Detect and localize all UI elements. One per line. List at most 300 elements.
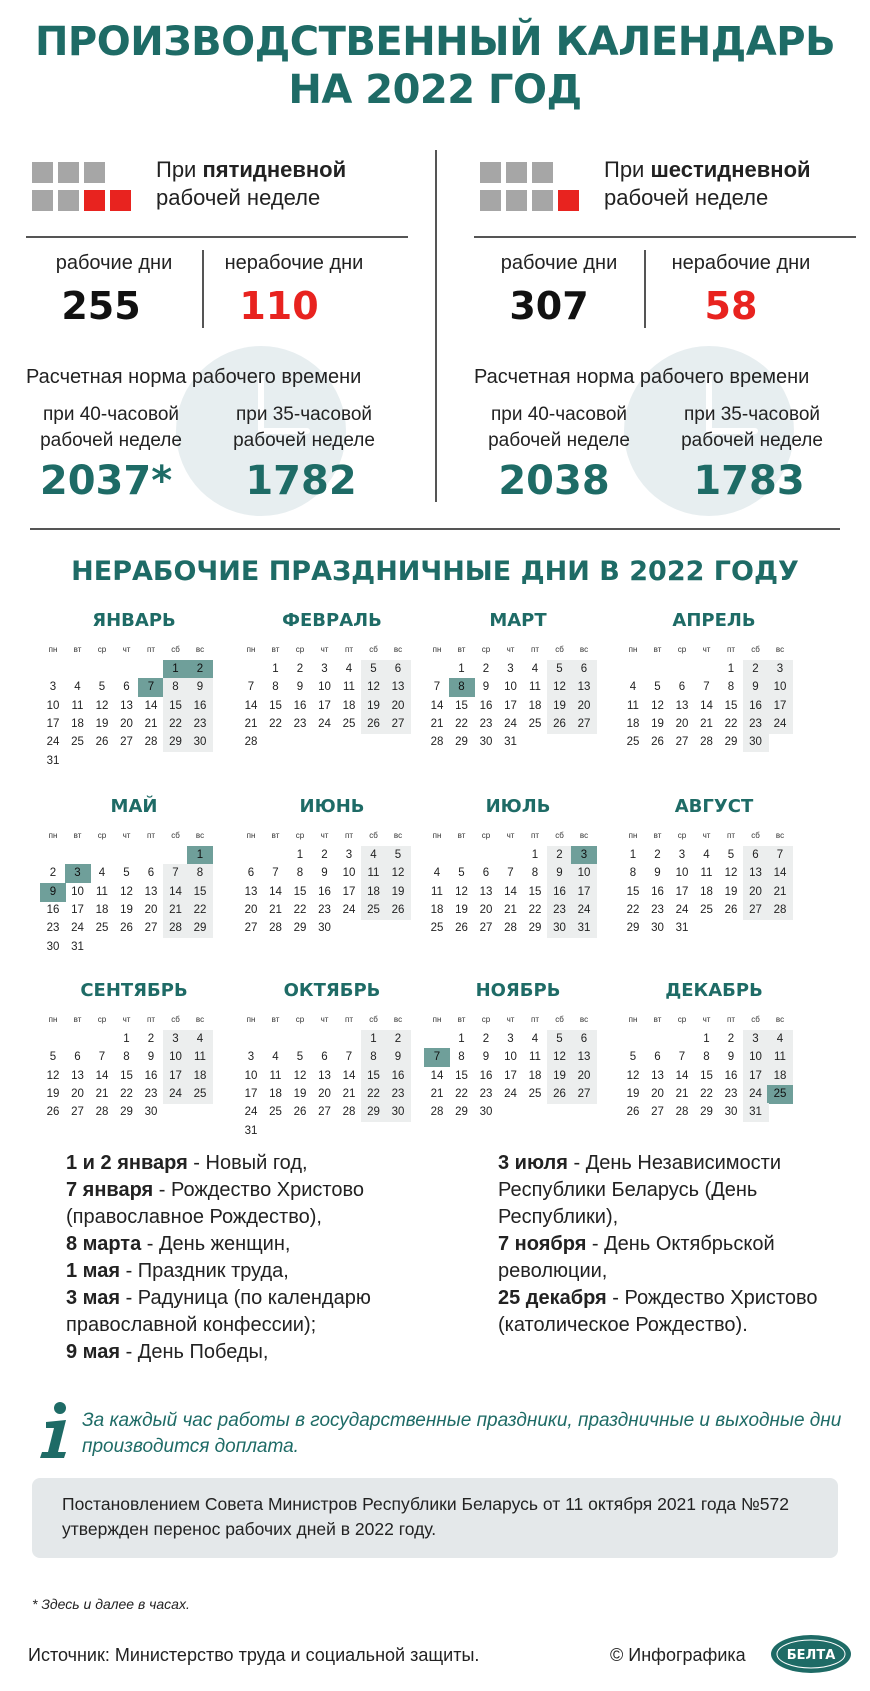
h40-label: при 40-часовой рабочей неделе xyxy=(40,404,182,451)
weekday-label: пн xyxy=(628,1015,638,1024)
calendar-day: 28 xyxy=(430,736,444,749)
calendar-day: 1 xyxy=(531,849,539,861)
calendar-day: 18 xyxy=(342,699,356,712)
calendar-day: 22 xyxy=(293,903,307,916)
calendar-day: 21 xyxy=(767,883,793,902)
calendar-day: 30 xyxy=(46,940,60,953)
calendar-day: 12 xyxy=(547,678,573,697)
weekday-label: сб xyxy=(171,1015,180,1024)
calendar-day: 18 xyxy=(269,1087,282,1100)
h40-label: при 40-часовой рабочей неделе xyxy=(488,404,630,451)
svg-text:БЕЛТА: БЕЛТА xyxy=(786,1648,836,1663)
holiday-day: 3 xyxy=(571,846,597,865)
calendar-day: 18 xyxy=(528,699,542,712)
calendar-day: 2 xyxy=(49,867,57,880)
calendar-day: 15 xyxy=(700,1069,713,1082)
holiday-description: - Рождество Христово (православное Рождество), xyxy=(66,1179,364,1228)
weekday-label: пн xyxy=(628,831,638,840)
calendar-day: 20 xyxy=(120,717,133,730)
calendar-day: 4 xyxy=(98,867,106,880)
calendar-day: 20 xyxy=(743,883,769,902)
calendar-day: 11 xyxy=(361,864,387,883)
calendar-day: 11 xyxy=(700,867,713,880)
calendar-day: 29 xyxy=(455,1106,468,1119)
weekday-label: вс xyxy=(775,1015,785,1024)
calendar-day: 28 xyxy=(504,922,517,935)
calendar-day: 22 xyxy=(626,903,640,916)
calendar-day: 7 xyxy=(345,1051,353,1064)
calendar-day: 29 xyxy=(163,733,189,752)
calendar-day: 11 xyxy=(71,699,84,712)
weekday-label: пт xyxy=(345,831,353,840)
calendar-day: 14 xyxy=(269,885,282,898)
calendar-day: 7 xyxy=(433,681,441,694)
weekday-label: чт xyxy=(122,645,131,654)
month-name: ИЮНЬ xyxy=(299,796,365,817)
calendar-day: 27 xyxy=(571,1085,597,1104)
calendar-day: 28 xyxy=(700,736,713,749)
calendar-day: 8 xyxy=(531,867,539,880)
calendar-day: 28 xyxy=(144,736,158,749)
calendar-day: 6 xyxy=(123,681,130,694)
month-name: ИЮЛЬ xyxy=(485,796,551,817)
calendar-day: 21 xyxy=(504,903,517,916)
calendar-day: 4 xyxy=(433,867,441,880)
divider xyxy=(26,236,408,238)
calendar-day: 14 xyxy=(163,883,189,902)
calendar-day: 23 xyxy=(547,901,573,920)
calendar-day: 27 xyxy=(743,901,769,920)
five-day-squares-icon xyxy=(32,162,142,218)
calendar-day: 9 xyxy=(482,681,490,694)
calendar-day: 29 xyxy=(700,1106,713,1119)
weekday-label: сб xyxy=(751,645,760,654)
calendar-day: 16 xyxy=(547,883,573,902)
calendar-day: 29 xyxy=(455,736,468,749)
calendar-day: 20 xyxy=(385,697,411,716)
weekday-label: вт xyxy=(73,645,82,654)
holiday-description: - Новый год, xyxy=(187,1152,308,1174)
calendar-day: 11 xyxy=(529,1051,541,1064)
holiday-item xyxy=(66,1177,426,1231)
calendar-day: 21 xyxy=(700,717,713,730)
calendar-day: 21 xyxy=(163,901,189,920)
calendar-day: 11 xyxy=(529,681,541,694)
weekday-label: вс xyxy=(579,645,589,654)
weekday-label: вт xyxy=(271,831,280,840)
calendar-day: 31 xyxy=(675,922,689,935)
calendar-day: 19 xyxy=(547,697,573,716)
weekday-label: ср xyxy=(295,645,305,654)
calendar-day: 29 xyxy=(626,922,640,935)
calendar-day: 12 xyxy=(361,678,387,697)
calendar-day: 12 xyxy=(626,1069,640,1082)
calendar-day: 17 xyxy=(342,885,356,898)
calendar-day: 16 xyxy=(46,903,60,916)
calendar-day: 13 xyxy=(651,1069,664,1082)
calendar-day: 1 xyxy=(296,849,304,861)
calendar-day: 18 xyxy=(700,885,713,898)
weekday-label: пт xyxy=(727,1015,735,1024)
holiday-day: 1 xyxy=(187,846,213,865)
weekday-label: ср xyxy=(481,831,491,840)
calendar-day: 15 xyxy=(455,699,468,712)
calendar-day: 9 xyxy=(321,867,328,880)
calendar-day: 3 xyxy=(507,663,514,675)
calendar-day: 13 xyxy=(743,864,769,883)
weekday-label: ср xyxy=(97,831,107,840)
calendar-day: 22 xyxy=(120,1087,133,1100)
calendar-day: 1 xyxy=(361,1030,387,1049)
calendar-day: 30 xyxy=(385,1103,411,1122)
calendar-day: 13 xyxy=(318,1069,331,1082)
weekday-label: пн xyxy=(432,645,442,654)
weekday-label: пн xyxy=(246,1015,256,1024)
page-title xyxy=(0,18,870,114)
calendar-day: 1 xyxy=(629,849,637,861)
info-icon xyxy=(36,1400,76,1460)
calendar-day: 11 xyxy=(187,1048,213,1067)
calendar-day: 13 xyxy=(120,699,133,712)
calendar-day: 22 xyxy=(187,901,213,920)
calendar-day: 3 xyxy=(247,1051,255,1064)
weekday-label: чт xyxy=(320,1015,329,1024)
calendar-day: 7 xyxy=(703,681,710,694)
calendar-day: 25 xyxy=(269,1106,282,1119)
weekday-label: вс xyxy=(579,1015,589,1024)
calendar-day: 8 xyxy=(458,1051,465,1064)
six-day-caption: При шестидневной рабочей неделе xyxy=(604,157,811,210)
calendar-day: 4 xyxy=(531,663,539,675)
calendar-day: 26 xyxy=(293,1106,307,1119)
calendar-day: 1 xyxy=(123,1033,130,1045)
calendar-day: 4 xyxy=(361,846,387,865)
calendar-day: 29 xyxy=(120,1106,133,1119)
holiday-date: 1 и 2 января xyxy=(66,1152,188,1174)
calendar-day: 25 xyxy=(187,1085,213,1104)
calendar-day: 20 xyxy=(244,903,258,916)
holiday-date: 3 июля xyxy=(498,1152,568,1174)
holiday-day: 2 xyxy=(187,660,213,679)
calendar-day: 8 xyxy=(187,864,213,883)
calendar-day: 26 xyxy=(95,736,109,749)
calendar-day: 18 xyxy=(767,1067,793,1086)
calendar-day: 24 xyxy=(571,901,597,920)
holiday-date: 7 ноября xyxy=(498,1233,587,1255)
calendar-day: 21 xyxy=(342,1087,356,1100)
month-name: ОКТЯБРЬ xyxy=(283,980,381,1001)
calendar-day: 22 xyxy=(700,1087,713,1100)
calendar-day: 19 xyxy=(385,883,411,902)
nonworking-days-label: нерабочие дни xyxy=(224,252,364,274)
calendar-day: 12 xyxy=(547,1048,573,1067)
weekday-label: пт xyxy=(147,645,155,654)
calendar-day: 5 xyxy=(654,681,661,694)
calendar-day: 10 xyxy=(504,1051,517,1064)
calendar-day: 23 xyxy=(293,717,307,730)
weekday-label: пн xyxy=(432,1015,442,1024)
calendar-day: 19 xyxy=(46,1087,60,1100)
weekday-label: пн xyxy=(246,831,256,840)
calendar-day: 26 xyxy=(547,1085,573,1104)
weekday-label: вт xyxy=(653,645,662,654)
calendar-day: 13 xyxy=(571,678,597,697)
calendar-day: 16 xyxy=(479,1069,493,1082)
calendar-day: 2 xyxy=(321,849,328,861)
calendar-day: 6 xyxy=(571,1030,597,1049)
weekday-label: пт xyxy=(345,1015,353,1024)
calendar-day: 9 xyxy=(187,678,213,697)
calendar-day: 23 xyxy=(46,922,60,935)
weekday-label: сб xyxy=(751,831,760,840)
holiday-date: 25 декабря xyxy=(498,1287,607,1309)
weekday-label: сб xyxy=(555,831,564,840)
calendar-day: 30 xyxy=(651,922,664,935)
calendar-day: 9 xyxy=(147,1051,155,1064)
calendar-day: 4 xyxy=(703,849,710,861)
calendar-day: 4 xyxy=(187,1030,213,1049)
holiday-item xyxy=(66,1258,426,1285)
calendar-day: 20 xyxy=(71,1087,84,1100)
calendar-day: 30 xyxy=(724,1106,738,1119)
calendar-day: 15 xyxy=(293,885,307,898)
five-day-week-panel xyxy=(26,150,426,510)
calendar-day: 2 xyxy=(547,846,573,865)
weekday-label: вт xyxy=(457,645,466,654)
holiday-date: 7 января xyxy=(66,1179,154,1201)
calendar-day: 20 xyxy=(571,697,597,716)
h35-value: 1782 xyxy=(245,458,357,504)
calendar-day: 27 xyxy=(571,715,597,734)
calendar-day: 5 xyxy=(361,660,387,679)
weekday-label: ср xyxy=(677,645,687,654)
calendar-day: 23 xyxy=(479,1087,493,1100)
month-name: ЯНВАРЬ xyxy=(92,610,176,631)
weekday-label: ср xyxy=(97,645,107,654)
title-line-1: ПРОИЗВОДСТВЕННЫЙ КАЛЕНДАРЬ xyxy=(34,19,836,65)
calendar-day: 12 xyxy=(724,867,738,880)
calendar-day: 24 xyxy=(163,1085,189,1104)
calendar-day: 30 xyxy=(187,733,213,752)
weekday-label: сб xyxy=(171,645,180,654)
nonworking-days-value: 110 xyxy=(239,284,319,328)
calendar-day: 6 xyxy=(743,846,769,865)
calendar-day: 5 xyxy=(458,867,465,880)
calendar-day: 17 xyxy=(244,1087,258,1100)
calendar-day: 18 xyxy=(626,717,640,730)
calendar-day: 19 xyxy=(547,1067,573,1086)
holiday-description: - Рождество Христово (католическое Рождество). xyxy=(498,1287,818,1336)
calendar-day: 18 xyxy=(187,1067,213,1086)
month-name: АВГУСТ xyxy=(674,796,754,817)
calendar-day: 1 xyxy=(703,1033,710,1045)
holiday-item xyxy=(66,1339,426,1366)
calendar-day: 14 xyxy=(430,699,444,712)
calendar-day: 7 xyxy=(247,681,255,694)
calendar-day: 12 xyxy=(651,699,664,712)
calendar-day: 17 xyxy=(318,699,331,712)
calendar-day: 30 xyxy=(479,1106,493,1119)
calendar-day: 4 xyxy=(272,1051,279,1064)
nonworking-days-label: нерабочие дни xyxy=(671,252,811,274)
holiday-item xyxy=(66,1150,426,1177)
weekday-label: ср xyxy=(97,1015,107,1024)
weekday-label: вс xyxy=(775,831,785,840)
calendar-day: 13 xyxy=(675,699,689,712)
calendar-day: 1 xyxy=(458,663,465,675)
calendar-day: 22 xyxy=(269,717,282,730)
calendar-day: 25 xyxy=(71,736,84,749)
calendar-day: 29 xyxy=(293,922,307,935)
calendar-day: 14 xyxy=(342,1069,356,1082)
h35-value: 1783 xyxy=(693,458,805,504)
weekday-label: вс xyxy=(393,831,403,840)
weekday-label: чт xyxy=(122,831,131,840)
divider xyxy=(474,236,856,238)
calendar-day: 28 xyxy=(430,1106,444,1119)
calendar-day: 6 xyxy=(678,681,686,694)
weekday-label: сб xyxy=(369,1015,378,1024)
calendar-day: 27 xyxy=(651,1106,664,1119)
calendar-day: 10 xyxy=(46,699,60,712)
calendar-day: 21 xyxy=(430,1087,444,1100)
calendar-day: 11 xyxy=(269,1069,282,1082)
calendar-day: 5 xyxy=(547,1030,573,1049)
calendar-day: 5 xyxy=(49,1051,57,1064)
weekday-label: вс xyxy=(393,645,403,654)
calendar-day: 18 xyxy=(528,1069,542,1082)
calendar-day: 3 xyxy=(49,681,57,694)
calendar-day: 9 xyxy=(727,1051,735,1064)
calendar-day: 14 xyxy=(144,699,158,712)
calendar-day: 7 xyxy=(767,846,793,865)
weekday-label: вс xyxy=(579,831,589,840)
calendar-day: 2 xyxy=(385,1030,411,1049)
calendar-day: 30 xyxy=(743,733,769,752)
month-name: МАРТ xyxy=(489,610,547,631)
calendar-day: 23 xyxy=(479,717,493,730)
calendar-day: 10 xyxy=(571,864,597,883)
calendar-day: 5 xyxy=(98,681,106,694)
holiday-day: 7 xyxy=(424,1048,450,1067)
holiday-day: 1 xyxy=(163,660,189,679)
calendar-day: 10 xyxy=(163,1048,189,1067)
calendar-day: 1 xyxy=(458,1033,465,1045)
calendar-day: 1 xyxy=(272,663,279,675)
calendar-day: 20 xyxy=(571,1067,597,1086)
calendar-day: 23 xyxy=(187,715,213,734)
calendar-day: 21 xyxy=(244,717,258,730)
calendar-day: 25 xyxy=(626,736,640,749)
working-days-label: рабочие дни xyxy=(500,252,618,274)
calendar-day: 12 xyxy=(95,699,109,712)
calendar-day: 21 xyxy=(430,717,444,730)
calendar-day: 21 xyxy=(144,717,158,730)
month-name: АПРЕЛЬ xyxy=(672,610,756,631)
calendar-day: 31 xyxy=(504,736,517,749)
calendar-day: 21 xyxy=(675,1087,689,1100)
calendar-day: 12 xyxy=(293,1069,307,1082)
belta-logo xyxy=(770,1634,852,1674)
weekday-label: ср xyxy=(295,831,305,840)
calendar-day: 28 xyxy=(767,901,793,920)
calendar-day: 3 xyxy=(767,660,793,679)
calendar-day: 12 xyxy=(455,885,468,898)
calendar-day: 9 xyxy=(547,864,573,883)
calendar-day: 28 xyxy=(163,919,189,938)
calendar-day: 25 xyxy=(700,903,713,916)
weekday-label: пн xyxy=(432,831,442,840)
calendar-day: 10 xyxy=(504,681,517,694)
calendar-day: 24 xyxy=(244,1106,258,1119)
calendar-day: 24 xyxy=(743,1085,769,1104)
working-days-label: рабочие дни xyxy=(55,252,173,274)
calendar-day: 9 xyxy=(482,1051,490,1064)
calendar-day: 17 xyxy=(571,883,597,902)
weekday-label: сб xyxy=(171,831,180,840)
calendar-day: 24 xyxy=(504,717,517,730)
calendar-day: 17 xyxy=(675,885,689,898)
weekday-label: чт xyxy=(320,831,329,840)
calendar-day: 22 xyxy=(361,1085,387,1104)
calendar-day: 3 xyxy=(163,1030,189,1049)
calendar-day: 6 xyxy=(385,660,411,679)
weekday-label: вс xyxy=(195,831,205,840)
calendar-day: 27 xyxy=(120,736,133,749)
weekday-label: пт xyxy=(147,1015,155,1024)
calendar-day: 7 xyxy=(272,867,279,880)
weekday-label: пт xyxy=(531,645,539,654)
calendar-day: 19 xyxy=(120,903,133,916)
calendar-day: 18 xyxy=(361,883,387,902)
divider xyxy=(30,528,840,530)
weekday-label: сб xyxy=(751,1015,760,1024)
holiday-day: 3 xyxy=(65,864,91,883)
calendar-day: 17 xyxy=(743,1067,769,1086)
weekday-label: вт xyxy=(73,831,82,840)
credit-text: © Инфографика xyxy=(610,1645,746,1665)
calendar-day: 27 xyxy=(244,922,258,935)
calendar-day: 27 xyxy=(71,1106,84,1119)
calendar-day: 22 xyxy=(163,715,189,734)
calendar-day: 2 xyxy=(482,663,490,675)
calendar-day: 25 xyxy=(342,717,356,730)
weekday-label: чт xyxy=(506,1015,515,1024)
calendar-day: 14 xyxy=(767,864,793,883)
holiday-description: - День женщин, xyxy=(141,1233,291,1255)
calendar-day: 3 xyxy=(678,849,686,861)
weekday-label: вт xyxy=(271,645,280,654)
info-text: За каждый час работы в государственные праздники, праздничные и выходные дни производится доплата. xyxy=(82,1410,842,1457)
calendar-day: 15 xyxy=(361,1067,387,1086)
calendar-day: 27 xyxy=(385,715,411,734)
h35-label: при 35-часовой рабочей неделе xyxy=(681,404,823,451)
weekday-label: ср xyxy=(295,1015,305,1024)
calendar-day: 4 xyxy=(531,1033,539,1045)
calendar-day: 8 xyxy=(123,1051,130,1064)
holiday-date: 8 марта xyxy=(66,1233,142,1255)
calendar-day: 2 xyxy=(743,660,769,679)
h40-value: 2038 xyxy=(498,458,610,504)
month-name: ДЕКАБРЬ xyxy=(665,980,763,1001)
holiday-item xyxy=(498,1285,838,1339)
calendar-day: 15 xyxy=(187,883,213,902)
calendar-day: 12 xyxy=(120,885,133,898)
holiday-day: 7 xyxy=(138,678,164,697)
calendar-day: 11 xyxy=(343,681,355,694)
calendar-day: 10 xyxy=(675,867,689,880)
calendar-day: 13 xyxy=(144,885,158,898)
